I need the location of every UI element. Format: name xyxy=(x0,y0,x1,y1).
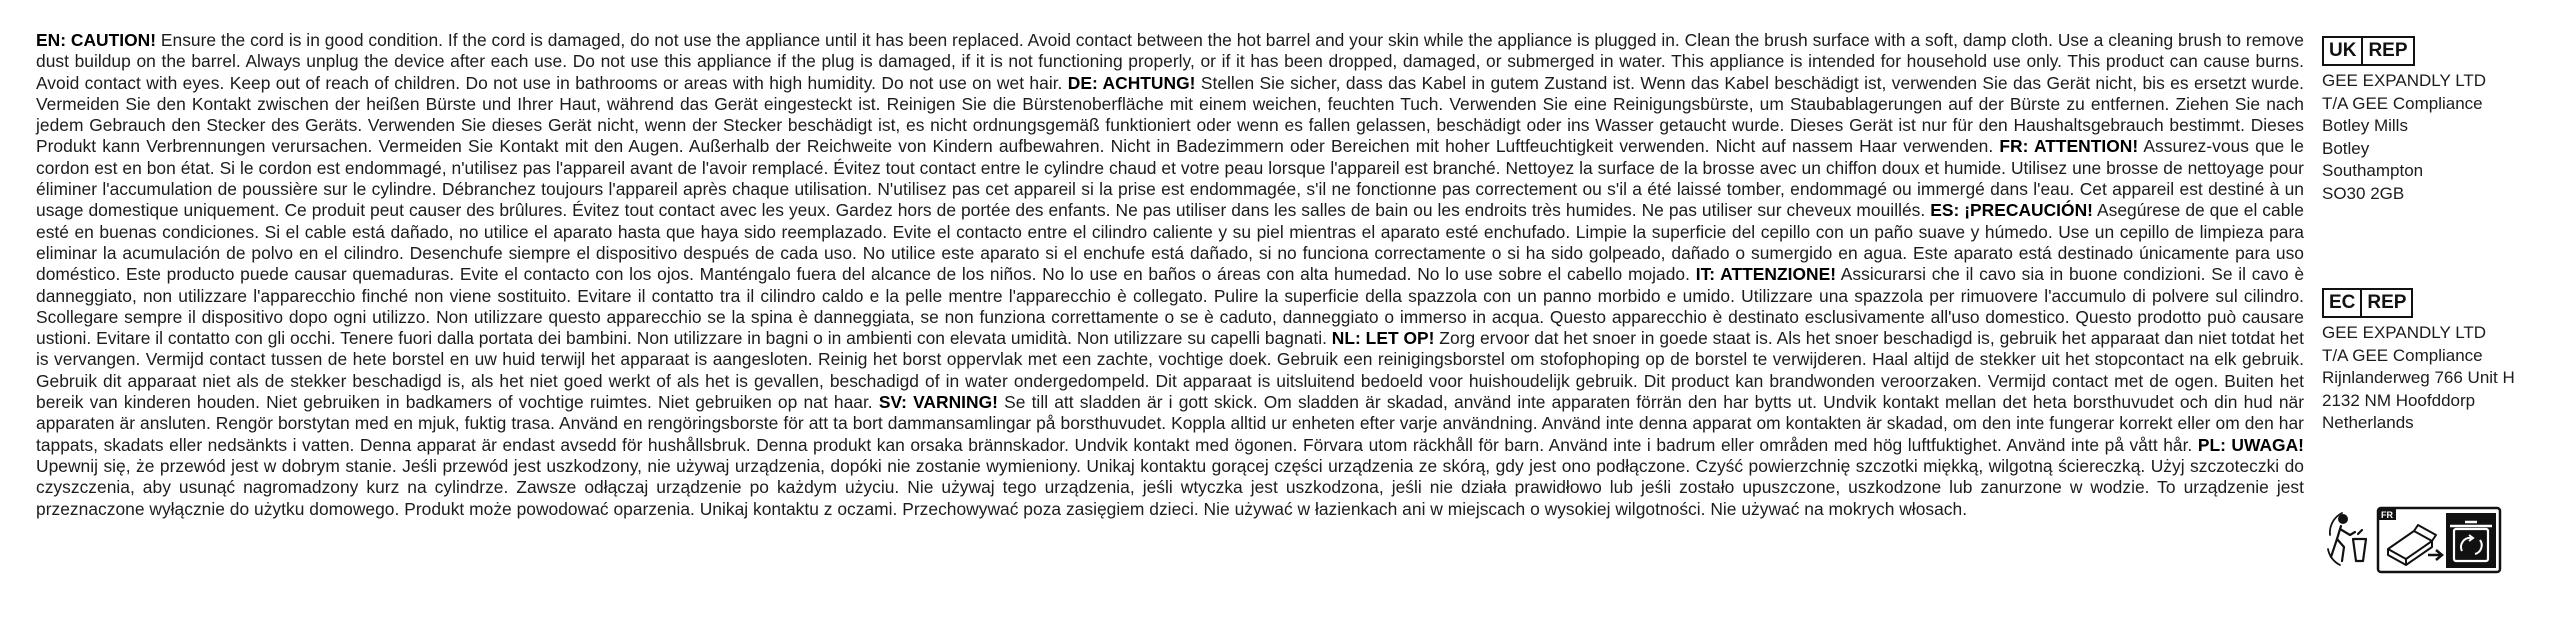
uk-rep-address-line: SO30 2GB xyxy=(2322,183,2405,203)
ec-rep-address xyxy=(2322,322,2515,435)
uk-rep-badge-country: UK xyxy=(2322,36,2363,66)
uk-rep-address-line: Botley Mills xyxy=(2322,116,2408,135)
ec-rep-address-line: GEE EXPANDLY LTD xyxy=(2322,323,2487,342)
uk-rep-badge-rep: REP xyxy=(2363,36,2414,66)
triman-fr-label: FR xyxy=(2381,510,2393,520)
uk-rep-address-line: Southampton xyxy=(2322,161,2424,180)
warning-text-fr: Assurez-vous que le cordon est en bon état. Si le cordon est endommagé, n'utilisez pas l'appareil avant de l'avoir remplacé. Évitez tout contact entre le cylindre chaud et votre peau lorsque l'appareil est branché. Nettoyez la surface de la brosse avec un chiffon doux et humide. Utilisez une brosse de nettoyage pour éliminer l'accumulation de poussière sur le cylindre. Débranchez toujours l'appareil après chaque utilisation. N'utilisez pas cet appareil si la prise est endommagée, s'il ne fonctionne pas correctement ou s'il a été laissé tomber, endommagé ou immergé dans l'eau. Cet appareil est destiné à un usage domestique uniquement. Ce produit peut causer des brûlures. Évitez tout contact avec les yeux. Gardez hors de portée des enfants. Ne pas utiliser dans les salles de bain ou les endroits très humides. Ne pas utiliser sur cheveux mouillés. xyxy=(36,136,2304,221)
warning-label-en: EN: CAUTION! xyxy=(36,30,157,50)
warning-text-nl: Zorg ervoor dat het snoer in goede staat is. Als het snoer beschadigd is, gebruik het apparaat dan niet totdat het is vervangen. Vermijd contact tussen de hete borstel en uw huid terwijl het apparaat is aangesloten. Reinig het borst oppervlak met een zachte, vochtige doek. Gebruik een reinigingsborstel om stofophoping op de borstel te verwijderen. Haal altijd de stekker uit het stopcontact na elk gebruik. Gebruik dit apparaat niet als de stekker beschadigd is, als het niet goed werkt of als het is gevallen, beschadigd of in water ondergedompeld. Dit apparaat is uitsluitend bedoeld voor huishoudelijk gebruik. Dit product kan brandwonden veroorzaken. Vermijd contact met de ogen. Buiten het bereik van kinderen houden. Niet gebruiken in badkamers of vochtige ruimtes. Niet gebruiken op nat haar. xyxy=(36,328,2304,413)
warning-label-pl: PL: UWAGA! xyxy=(2197,434,2304,455)
ec-rep-address-line: T/A GEE Compliance xyxy=(2322,345,2483,365)
safety-warnings-text xyxy=(36,30,2304,520)
warning-label-it: IT: ATTENZIONE! xyxy=(1695,264,1836,285)
ec-rep-address-line: Netherlands xyxy=(2322,413,2414,432)
ec-rep-badge-region: EC xyxy=(2322,288,2362,318)
warning-text-it: Assicurarsi che il cavo sia in buone condizioni. Se il cavo è danneggiato, non utilizzare l'apparecchio finché non viene sostituito. Evitare il contatto tra il cilindro caldo e la pelle mentre l'apparecchio è collegato. Pulire la superficie della spazzola con un panno morbido e umido. Utilizzare una spazzola per rimuovere l'accumulo di polvere sul cilindro. Scollegare sempre il dispositivo dopo ogni utilizzo. Non utilizzare questo apparecchio se la spina è danneggiata, se non funziona correttamente o se è caduto, danneggiato o immerso in acqua. Questo apparecchio è destinato esclusivamente all'uso domestico. Questo prodotto può causare ustioni. Evitare il contatto con gli occhi. Tenere fuori dalla portata dei bambini. Non utilizzare in bagni o in ambienti con elevata umidità. Non utilizzare su capelli bagnati. xyxy=(36,264,2305,349)
ec-rep-badge xyxy=(2322,288,2515,318)
warning-text-sv: Se till att sladden är i gott skick. Om sladden är skadad, använd inte apparaten förrän den har bytts ut. Undvik kontakt mellan det heta borsthuvudet och din hud när apparaten är ansluten. Rengör borstytan med en mjuk, fuktig trasa. Använd en rengöringsborste för att ta bort dammansamlingar på borsthuvudet. Koppla alltid ur enheten efter varje användning. Använd inte denna apparat om kontakten är skadad, om den inte fungerar korrekt eller om den har tappats, skadats eller nedsänkts i vatten. Denna apparat är endast avsedd för hushållsbruk. Denna produkt kan orsaka brännskador. Undvik kontakt med ögonen. Förvara utom räckhåll för barn. Använd inte i badrum eller områden med hög luftfuktighet. Använd inte på vått hår. xyxy=(36,392,2305,455)
disposal-symbols xyxy=(2322,505,2512,575)
warning-label-sv: SV: VARNING! xyxy=(878,392,998,413)
warning-label-nl: NL: LET OP! xyxy=(1331,328,1435,349)
uk-rep-address xyxy=(2322,70,2486,205)
uk-rep-address-line: T/A GEE Compliance xyxy=(2322,93,2483,113)
warning-text-es: Asegúrese de que el cable esté en buenas condiciones. Si el cable está dañado, no utilice el aparato hasta que haya sido reemplazado. Evite el contacto entre el cilindro caliente y su piel mientras el aparato esté enchufado. Limpie la superficie del cepillo con un paño suave y húmedo. Use un cepillo de limpieza para eliminar la acumulación de polvo en el cilindro. Desenchufe siempre el dispositivo después de cada uso. No utilice este aparato si el enchufe está dañado, si no funciona correctamente o si ha sido golpeado, dañado o sumergido en agua. Este aparato está destinado únicamente para uso doméstico. Este producto puede causar quemaduras. Evite el contacto con los ojos. Manténgalo fuera del alcance de los niños. No lo use en baños o áreas con alta humedad. No lo use sobre el cabello mojado. xyxy=(36,200,2304,285)
ec-rep-block xyxy=(2322,288,2515,435)
warning-label-es: ES: ¡PRECAUCIÓN! xyxy=(1930,200,2093,221)
triman-sorting-icon xyxy=(2378,508,2500,572)
warning-label-fr: FR: ATTENTION! xyxy=(1999,136,2139,157)
ec-rep-badge-rep: REP xyxy=(2362,288,2413,318)
uk-rep-address-line: Botley xyxy=(2322,138,2370,158)
warning-text-en: Ensure the cord is in good condition. If the cord is damaged, do not use the appliance until it has been replaced. Avoid contact between the hot barrel and your skin while the appliance is plugged in. Clean the brush surface with a soft, damp cloth. Use a cleaning brush to remove dust buildup on the barrel. Always unplug the device after each use. Do not use this appliance if the plug is damaged, if it is not functioning properly, or if it has been dropped, damaged, or submerged in water. This appliance is intended for household use only. This product can cause burns. Avoid contact with eyes. Keep out of reach of children. Do not use in bathrooms or areas with high humidity. Do not use on wet hair. xyxy=(36,30,2305,93)
ec-rep-address-line: Rijnlanderweg 766 Unit H xyxy=(2322,368,2515,387)
uk-rep-block xyxy=(2322,36,2486,205)
tidyman-recycling-icon xyxy=(2328,513,2366,565)
warning-text-de: Stellen Sie sicher, dass das Kabel in gutem Zustand ist. Wenn das Kabel beschädigt ist, verwenden Sie das Gerät nicht, bis es ersetzt wurde. Vermeiden Sie den Kontakt zwischen der heißen Bürste und Ihrer Haut, während das Gerät eingesteckt ist. Reinigen Sie die Bürstenoberfläche mit einem weichen, feuchten Tuch. Verwenden Sie eine Reinigungsbürste, um Staubablagerungen auf der Bürste zu entfernen. Ziehen Sie nach jedem Gebrauch den Stecker des Geräts. Verwenden Sie dieses Gerät nicht, wenn der Stecker beschädigt ist, es nicht ordnungsgemäß funktioniert oder wenn es fallen gelassen, beschädigt oder ins Wasser getaucht wurde. Dieses Gerät ist nur für den Haushaltsgebrauch bestimmt. Dieses Produkt kann Verbrennungen verursachen. Vermeiden Sie Kontakt mit den Augen. Außerhalb der Reichweite von Kindern aufbewahren. Nicht in Badezimmern oder Bereichen mit hoher Luftfeuchtigkeit verwenden. Nicht auf nassem Haar verwenden. xyxy=(36,72,2304,157)
uk-rep-badge xyxy=(2322,36,2486,66)
uk-rep-address-line: GEE EXPANDLY LTD xyxy=(2322,71,2487,90)
warning-text-pl: Upewnij się, że przewód jest w dobrym stanie. Jeśli przewód jest uszkodzony, nie używaj urządzenia, dopóki nie zostanie wymieniony. Unikaj kontaktu gorącej części urządzenia ze skórą, gdy jest ono podłączone. Czyść powierzchnię szczotki miękką, wilgotną ściereczką. Użyj szczoteczki do czyszczenia, aby usunąć nagromadzony kurz na cylindrze. Zawsze odłączaj urządzenie po każdym użyciu. Nie używaj tego urządzenia, jeśli wtyczka jest uszkodzona, jeśli nie działa prawidłowo lub jeśli zostało upuszczone, uszkodzone lub zanurzone w wodzie. To urządzenie jest przeznaczone wyłącznie do użytku domowego. Produkt może powodować oparzenia. Unikaj kontaktu z oczami. Przechowywać poza zasięgiem dzieci. Nie używać w łazienkach ani w miejscach o wysokiej wilgotności. Nie używać na mokrych włosach. xyxy=(36,455,2304,519)
ec-rep-address-line: 2132 NM Hoofddorp xyxy=(2322,390,2476,410)
warning-label-de: DE: ACHTUNG! xyxy=(1067,72,1196,93)
